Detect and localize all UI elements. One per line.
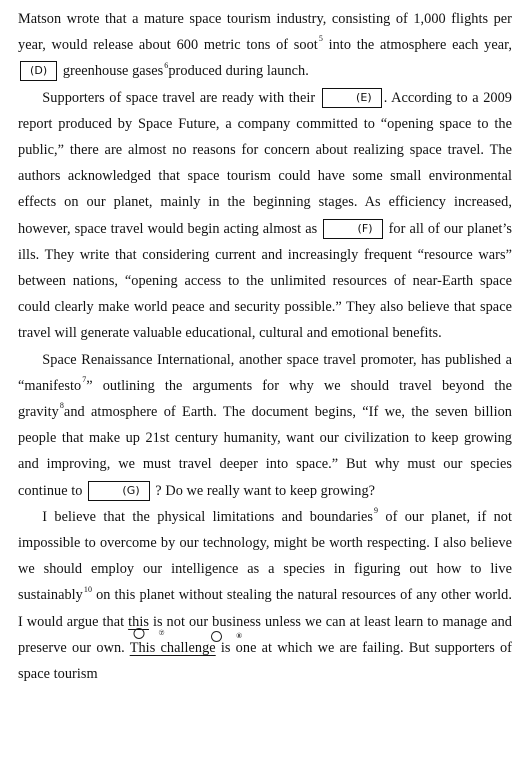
answer-blank-f: (F) (323, 219, 382, 239)
text: of our planet, if not impossible to overcome by our technology, might be worth respecting. I also believe we should employ our intelligence as a species in figuring out how to live sustainably (18, 508, 513, 604)
text: I believe that the physical limitations and boundaries (42, 508, 374, 525)
circled-number-marker-8: ⑧ (211, 631, 222, 642)
text: Supporters of space travel are ready with their (42, 89, 316, 106)
paragraph-supporters (18, 85, 512, 347)
text: into the atmosphere each year, (322, 37, 512, 54)
footnote-marker: 7 (82, 375, 87, 385)
answer-blank-d: (D) (20, 61, 57, 81)
text: for all of our planet’s ills. They write that considering current and increasingly frequent “resource wars” between nations, “opening access to the unlimited resources of near-Earth space could clearly make world peace and security possible.” They also believe that space travel will generate valuable educational, cultural and emotional benefits. (18, 220, 512, 342)
answer-blank-g: (G) (88, 481, 150, 501)
text: ” outlining the arguments for why we should travel beyond the gravity (18, 377, 512, 421)
text: ? Do we really want to keep growing? (155, 482, 376, 499)
paragraph-i-believe (18, 504, 512, 687)
text: This challenge (129, 639, 216, 656)
footnote-marker: 10 (83, 584, 92, 594)
text: Space Renaissance International, another space travel promoter, has published a “manifesto (18, 351, 512, 394)
answer-blank-e: (E) (322, 88, 382, 108)
circled-number-marker-7: ⑦ (133, 628, 144, 639)
text: produced during launch. (168, 63, 309, 80)
underlined-phrase-7 (128, 613, 165, 637)
underlined-phrase-8 (129, 631, 243, 656)
text: . According to a 2009 report produced by Space Future, a company committed to “opening space to the public,” there are almost no reasons for concern about realizing space travel. The authors acknowledged that space tourism could have some small environmental effects on our planet, mainly in the beginning stages. As efficiency increased, however, space travel would begin acting almost as (18, 89, 512, 237)
paragraph-matson (18, 6, 512, 85)
footnote-marker: 6 (164, 60, 169, 70)
text: on this planet without stealing the natural resources of any other world. I would argue that (18, 587, 512, 630)
text: is not our business unless we can at least learn to manage and preserve our own. (18, 613, 513, 656)
footnote-marker: 8 (59, 401, 64, 411)
text: this (128, 613, 149, 630)
footnote-marker: 9 (374, 506, 379, 516)
text: Matson wrote that a mature space tourism industry, consisting of 1,000 flights per year, would release about 600 metric tons of soot (18, 11, 512, 54)
text: is one at which we are failing. But supporters of space tourism (18, 639, 512, 683)
footnote-marker: 5 (318, 34, 323, 44)
text: and atmosphere of Earth. The document begins, “If we, the seven billion people that make up 21st century humanity, want our civilization to keep growing and improving, we must travel deeper into space.” But why must our species continue to (18, 404, 512, 499)
paragraph-space-renaissance (18, 347, 512, 504)
text: greenhouse gases (62, 63, 164, 80)
